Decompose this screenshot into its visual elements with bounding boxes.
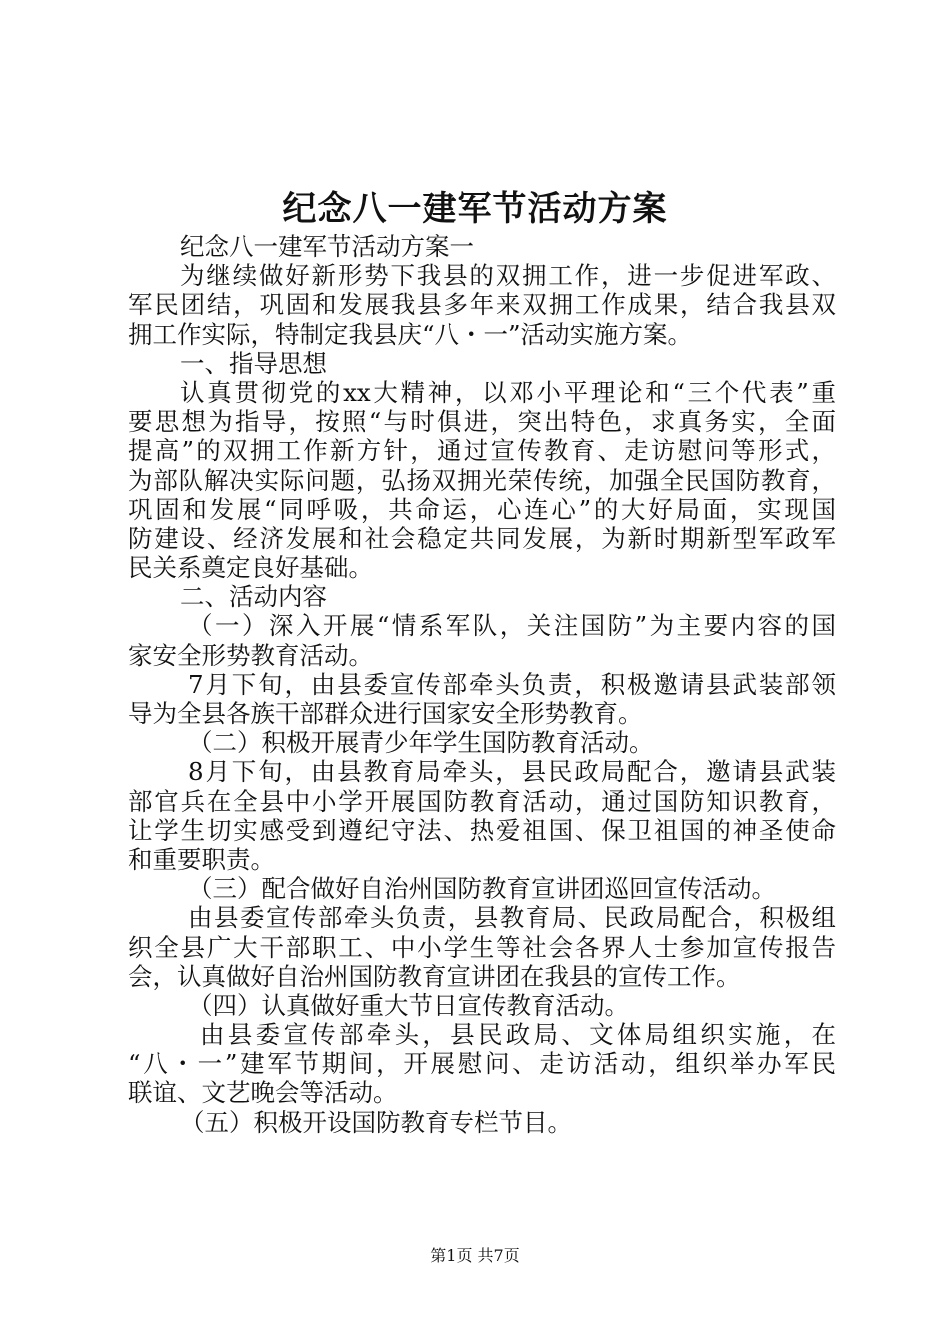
page-number: 第1页 共7页 xyxy=(430,1246,520,1265)
document-title: 纪念八一建军节活动方案 xyxy=(282,189,668,229)
document-line: 家安全形势教育活动。 xyxy=(128,640,373,670)
document-line: 为部队解决实际问题，弘扬双拥光荣传统，加强全民国防教育， xyxy=(128,465,836,495)
document-line: 提高”的双拥工作新方针，通过宣传教育、走访慰问等形式， xyxy=(128,436,836,466)
subsection-heading: （四）认真做好重大节日宣传教育活动。 xyxy=(188,990,629,1020)
section-heading: 一、指导思想 xyxy=(180,348,327,378)
document-body xyxy=(128,232,836,1137)
document-line: 认真贯彻党的xx大精神，以邓小平理论和“三个代表”重 xyxy=(180,377,836,407)
document-line: 和重要职责。 xyxy=(128,844,275,874)
document-line: 民关系奠定良好基础。 xyxy=(128,553,373,583)
document-line: “八・一”建军节期间，开展慰问、走访活动，组织举办军民 xyxy=(128,1049,836,1079)
document-line: 防建设、经济发展和社会稳定共同发展，为新时期新型军政军 xyxy=(128,523,836,553)
document-line: 让学生切实感受到遵纪守法、热爱祖国、保卫祖国的神圣使命 xyxy=(128,815,836,845)
subsection-heading: （三）配合做好自治州国防教育宣讲团巡回宣传活动。 xyxy=(188,874,776,904)
subsection-heading: （二）积极开展青少年学生国防教育活动。 xyxy=(188,728,654,758)
document-line: 军民团结，巩固和发展我县多年来双拥工作成果，结合我县双 xyxy=(128,290,836,320)
document-line: 由县委宣传部牵头，县民政局、文体局组织实施，在 xyxy=(200,1020,836,1050)
section-heading: 二、活动内容 xyxy=(180,582,327,612)
document-line: 导为全县各族干部群众进行国家安全形势教育。 xyxy=(128,699,643,728)
document-line: 要思想为指导，按照“与时俱进，突出特色，求真务实，全面 xyxy=(128,407,836,437)
document-line: 联谊、文艺晚会等活动。 xyxy=(128,1078,398,1108)
document-line: 织全县广大干部职工、中小学生等社会各界人士参加宣传报告 xyxy=(128,932,836,962)
document-line: 部官兵在全县中小学开展国防教育活动，通过国防知识教育， xyxy=(128,786,836,816)
document-line: 为继续做好新形势下我县的双拥工作，进一步促进军政、 xyxy=(180,261,836,291)
document-line: 8月下旬，由县教育局牵头，县民政局配合，邀请县武装 xyxy=(188,757,836,787)
subsection-heading: （一）深入开展“情系军队，关注国防”为主要内容的国 xyxy=(188,611,836,641)
document-line: 由县委宣传部牵头负责，县教育局、民政局配合，积极组 xyxy=(188,903,836,933)
document-line-subtitle: 纪念八一建军节活动方案一 xyxy=(180,232,474,261)
document-line: 7月下旬，由县委宣传部牵头负责，积极邀请县武装部领 xyxy=(188,669,836,699)
document-line: 拥工作实际，特制定我县庆“八・一”活动实施方案。 xyxy=(128,319,693,349)
document-line: 巩固和发展“同呼吸，共命运，心连心”的大好局面，实现国 xyxy=(128,494,836,524)
subsection-heading: （五）积极开设国防教育专栏节目。 xyxy=(180,1107,572,1137)
document-line: 会，认真做好自治州国防教育宣讲团在我县的宣传工作。 xyxy=(128,961,741,991)
